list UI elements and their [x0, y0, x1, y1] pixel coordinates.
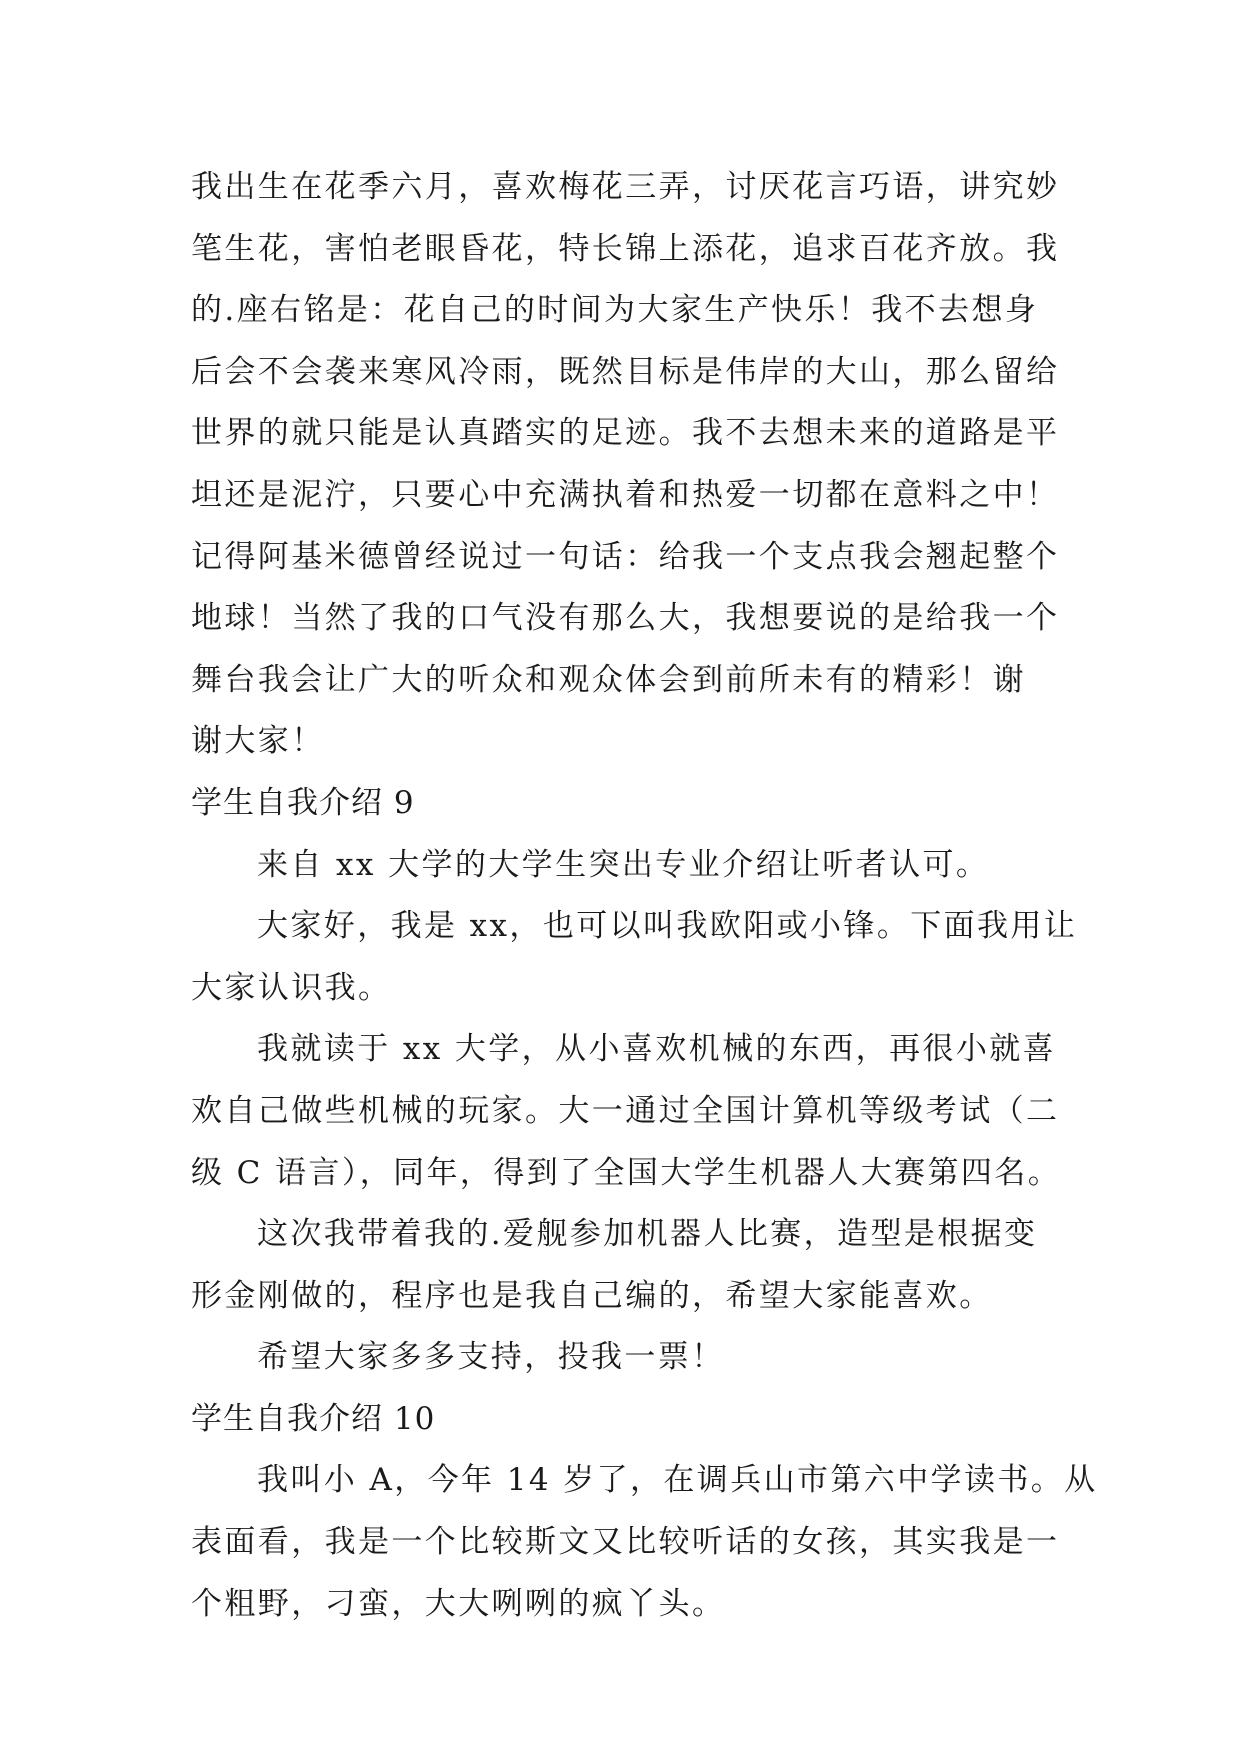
- text-line: 地球！当然了我的口气没有那么大，我想要说的是给我一个: [191, 600, 1060, 637]
- text-line: 我叫小 A，今年 14 岁了，在调兵山市第六中学读书。从: [257, 1462, 1098, 1499]
- paragraph-9-4: [191, 1204, 1051, 1327]
- paragraph-section8-tail: [191, 157, 1060, 773]
- text-line: 后会不会袭来寒风冷雨，既然目标是伟岸的大山，那么留给: [191, 353, 1060, 390]
- section-heading-9: 学生自我介绍 9: [191, 784, 415, 821]
- paragraph-9-5: [191, 1327, 1051, 1389]
- paragraph-9-2: [191, 896, 1078, 1019]
- text-line: 级 C 语言），同年，得到了全国大学生机器人大赛第四名。: [191, 1154, 1062, 1191]
- text-line: 这次我带着我的.爱舰参加机器人比赛，造型是根据变: [257, 1216, 1038, 1253]
- text-line: 记得阿基米德曾经说过一句话：给我一个支点我会翘起整个: [191, 538, 1060, 575]
- paragraph-9-3: [191, 1019, 1062, 1204]
- section-heading-10: 学生自我介绍 10: [191, 1400, 436, 1437]
- text-line: 我出生在花季六月，喜欢梅花三弄，讨厌花言巧语，讲究妙: [191, 169, 1060, 205]
- text-line: 希望大家多多支持，投我一票！: [257, 1339, 725, 1376]
- text-line: 大家认识我。: [191, 969, 392, 1006]
- text-line: 笔生花，害怕老眼昏花，特长锦上添花，追求百花齐放。我: [191, 230, 1060, 267]
- document-body: [191, 157, 1098, 1635]
- paragraph-10-1: [191, 1450, 1098, 1635]
- text-line: 的.座右铭是：花自己的时间为大家生产快乐！我不去想身: [191, 292, 1039, 329]
- text-line: 世界的就只能是认真踏实的足迹。我不去想未来的道路是平: [191, 415, 1060, 452]
- text-line: 舞台我会让广大的听众和观众体会到前所未有的精彩！谢: [191, 661, 1026, 698]
- text-line: 我就读于 xx 大学，从小喜欢机械的东西，再很小就喜: [257, 1031, 1057, 1068]
- text-line: 谢大家！: [191, 723, 325, 760]
- text-line: 来自 xx 大学的大学生突出专业介绍让听者认可。: [257, 846, 990, 883]
- text-line: 个粗野，刁蛮，大大咧咧的疯丫头。: [191, 1585, 726, 1622]
- text-line: 坦还是泥泞，只要心中充满执着和热爱一切都在意料之中！: [191, 476, 1060, 513]
- text-line: 表面看，我是一个比较斯文又比较听话的女孩，其实我是一: [191, 1524, 1060, 1561]
- text-line: 形金刚做的，程序也是我自己编的，希望大家能喜欢。: [191, 1277, 993, 1314]
- text-line: 大家好，我是 xx，也可以叫我欧阳或小锋。下面我用让: [257, 908, 1078, 945]
- text-line: 欢自己做些机械的玩家。大一通过全国计算机等级考试（二: [191, 1092, 1060, 1129]
- paragraph-9-1: [191, 835, 1051, 897]
